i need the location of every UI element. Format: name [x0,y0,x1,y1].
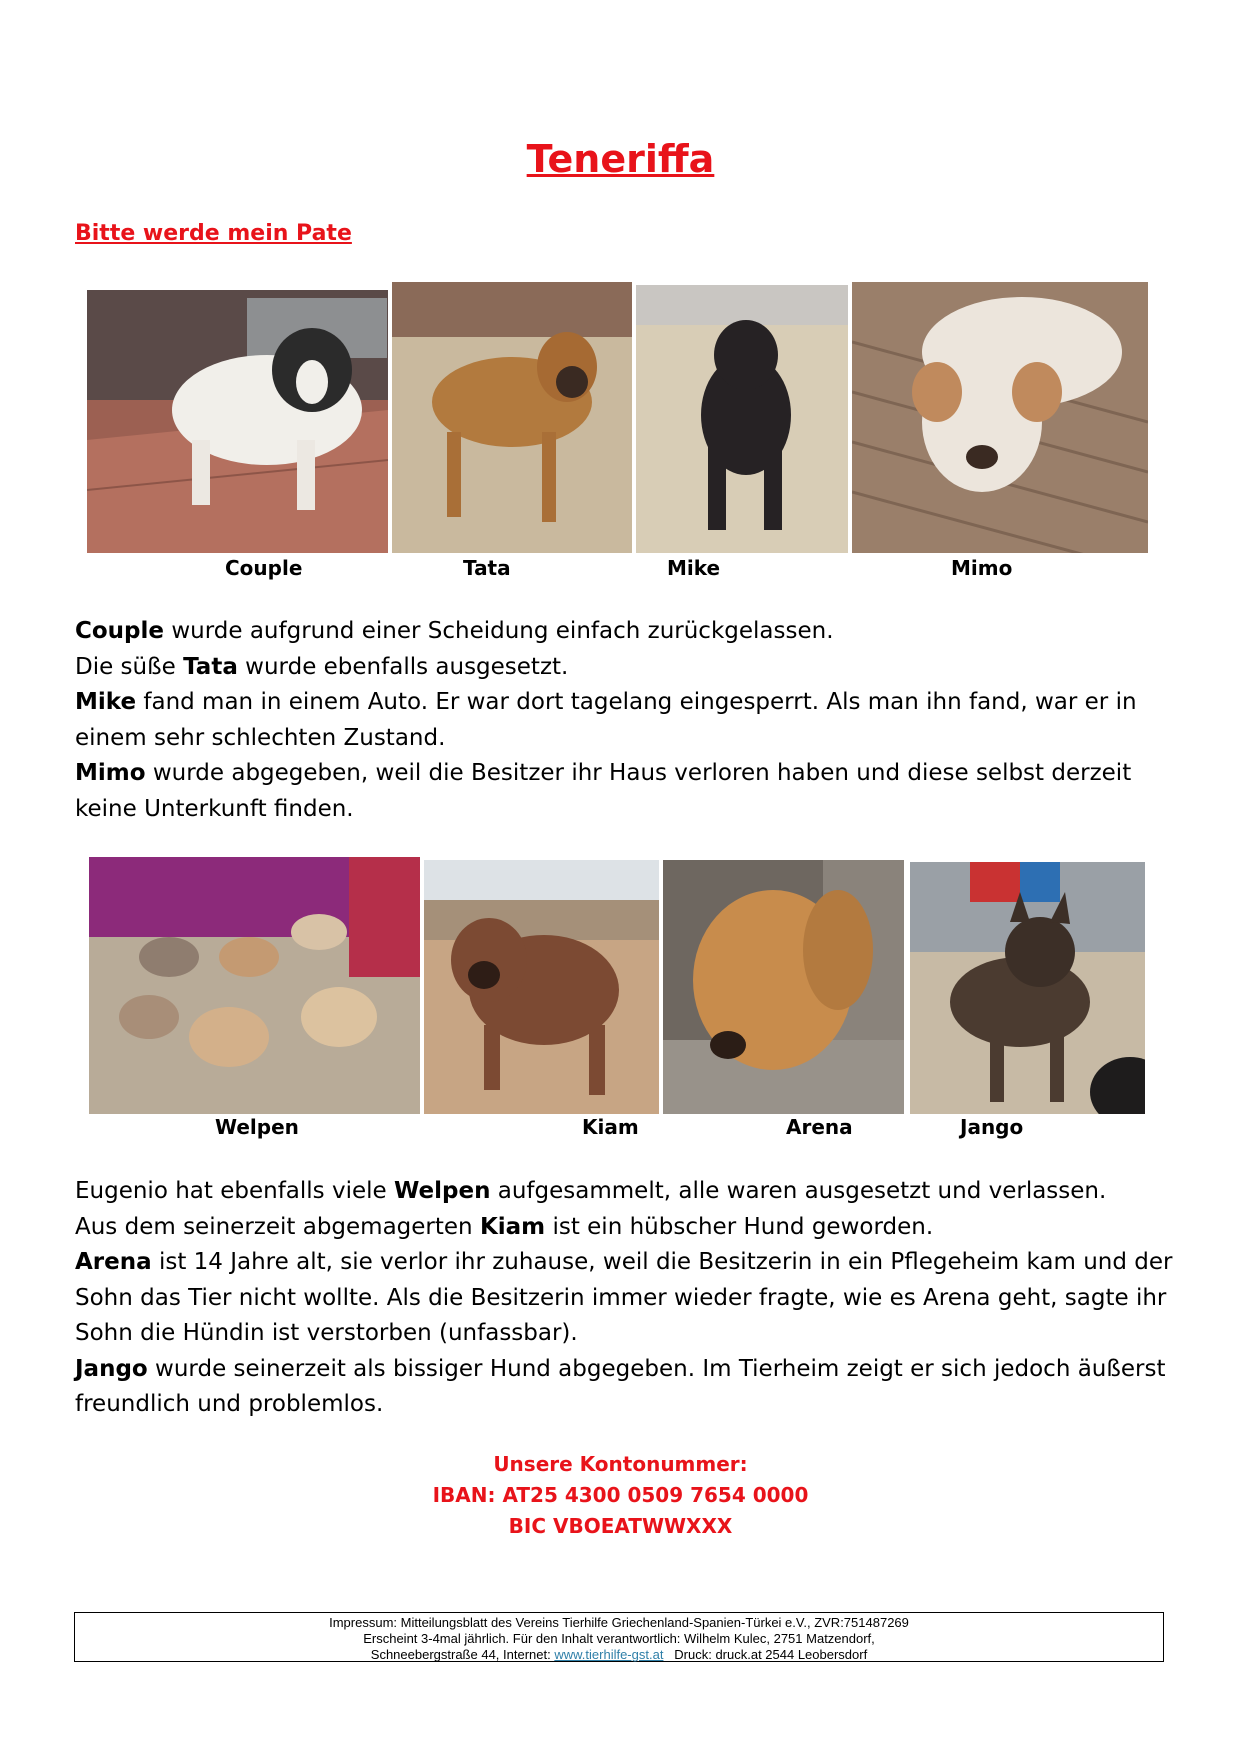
section-subtitle: Bitte werde mein Pate [75,221,352,246]
photo-couple [87,290,388,553]
caption-couple: Couple [225,556,303,580]
photo-jango [910,862,1145,1114]
text-couple: Couple wurde aufgrund einer Scheidung einfach zurückgelassen. [75,618,834,644]
website-link[interactable]: www.tierhilfe-gst.at [554,1647,664,1662]
caption-tata: Tata [463,556,511,580]
text-mike: Mike fand man in einem Auto. Er war dort tagelang eingesperrt. Als man ihn fand, war er in einem sehr schlechten Zustand. [75,689,1137,751]
text-arena: Arena ist 14 Jahre alt, sie verlor ihr zuhause, weil die Besitzerin in ein Pflegeheim kam und der Sohn das Tier nicht wollte. Als die Besitzerin immer wieder fragte, wie es Arena geht, sagte ihr Sohn die Hündin ist verstorben (unfassbar). [75,1249,1173,1346]
account-info [0,1449,1241,1542]
caption-mike: Mike [667,556,721,580]
photo-kiam [424,860,659,1114]
account-heading: Unsere Kontonummer: [493,1452,748,1476]
photo-welpen [89,857,420,1114]
page-title: Teneriffa [526,137,715,181]
caption-mimo: Mimo [951,556,1013,580]
impressum-line-3: Schneebergstraße 44, Internet: www.tierhilfe-gst.at Druck: druck.at 2544 Leobersdorf [370,1647,868,1662]
photo-arena [663,860,904,1114]
caption-arena: Arena [786,1115,853,1139]
account-bic: BIC VBOEATWWXXX [508,1514,733,1538]
caption-welpen: Welpen [215,1115,299,1139]
photo-mimo [852,282,1148,553]
text-mimo: Mimo wurde abgegeben, weil die Besitzer ihr Haus verloren haben und diese selbst derzeit keine Unterkunft finden. [75,760,1132,822]
impressum-line-2: Erscheint 3-4mal jährlich. Für den Inhalt verantwortlich: Wilhelm Kulec, 2751 Matzendorf, [363,1631,875,1646]
description-block-1 [75,614,1175,827]
photo-mike [636,285,848,553]
caption-kiam: Kiam [582,1115,639,1139]
impressum-box [74,1612,1164,1662]
photo-tata [392,282,632,553]
impressum-line-1: Impressum: Mitteilungsblatt des Vereins Tierhilfe Griechenland-Spanien-Türkei e.V., ZVR:751487269 [329,1615,909,1630]
account-iban: IBAN: AT25 4300 0509 7654 0000 [432,1483,809,1507]
description-block-2 [75,1174,1175,1423]
caption-jango: Jango [960,1115,1024,1139]
text-tata: Die süße Tata wurde ebenfalls ausgesetzt. [75,653,569,680]
text-jango: Jango wurde seinerzeit als bissiger Hund abgegeben. Im Tierheim zeigt er sich jedoch äußerst freundlich und problemlos. [75,1355,1166,1417]
text-welpen: Eugenio hat ebenfalls viele Welpen aufgesammelt, alle waren ausgesetzt und verlassen. [75,1178,1107,1204]
text-kiam: Aus dem seinerzeit abgemagerten Kiam ist ein hübscher Hund geworden. [75,1213,934,1240]
